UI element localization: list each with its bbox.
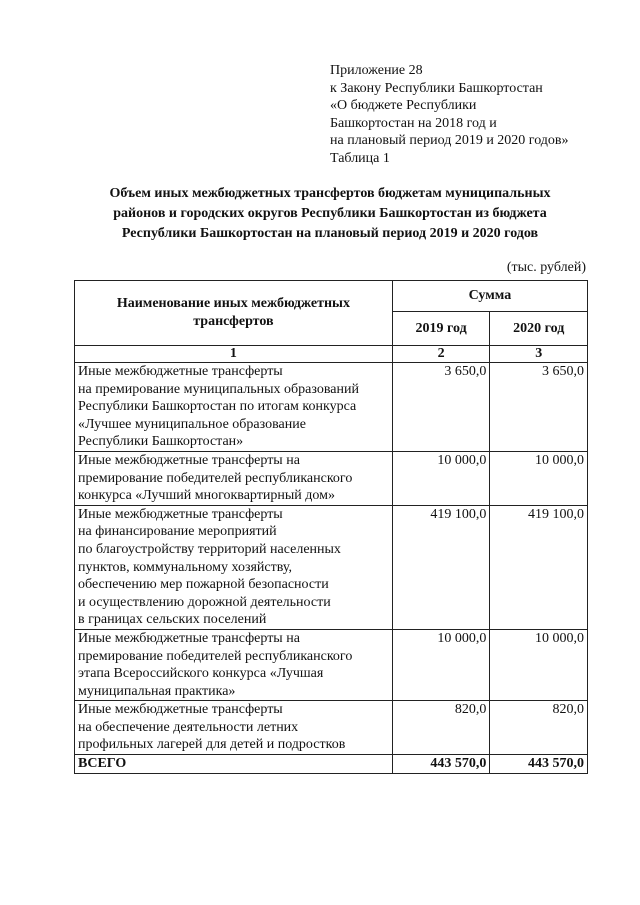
row-value-2020: 3 650,0 (490, 363, 588, 452)
row-name-line: Республики Башкортостан по итогам конкурса (78, 399, 357, 415)
units-note: (тыс. рублей) (506, 260, 586, 275)
row-name-line: по благоустройству территорий населенных (78, 541, 341, 557)
table-row (75, 363, 588, 452)
row-name-line: в границах сельских поселений (78, 612, 267, 628)
row-name-line: обеспечению мер пожарной безопасности (78, 577, 329, 593)
row-name-line: и осуществлению дорожной деятельности (78, 594, 331, 610)
column-index: 3 (490, 346, 588, 363)
row-name-line: конкурса «Лучший многоквартирный дом» (78, 488, 335, 504)
table-header-row (75, 281, 588, 312)
row-name-line: Иные межбюджетные трансферты на (78, 452, 300, 468)
row-name (75, 701, 393, 755)
row-value-2019: 10 000,0 (392, 629, 490, 700)
table-row (75, 701, 588, 755)
appendix-header (330, 62, 569, 168)
row-name-line: премирование победителей республиканского (78, 648, 353, 664)
row-name-line: профильных лагерей для детей и подростков (78, 737, 346, 753)
table-number: Таблица 1 (330, 150, 390, 166)
row-name (75, 505, 393, 629)
row-name-line: Иные межбюджетные трансферты (78, 364, 283, 379)
table-row (75, 505, 588, 629)
row-value-2019: 820,0 (392, 701, 490, 755)
row-name-line: Иные межбюджетные трансферты на (78, 630, 300, 646)
title-line: Республики Башкортостан на плановый период 2019 и 2020 годов (121, 226, 539, 241)
row-name-line: на премирование муниципальных образований (78, 381, 359, 397)
row-name-line: «Лучшее муниципальное образование (78, 416, 306, 432)
row-value-2020: 10 000,0 (490, 451, 588, 505)
row-value-2020: 419 100,0 (490, 505, 588, 629)
document-title (60, 184, 600, 244)
header-sum: Сумма (392, 281, 587, 312)
row-value-2020: 10 000,0 (490, 629, 588, 700)
row-name-line: Республики Башкортостан» (78, 434, 244, 450)
row-value-2020: 820,0 (490, 701, 588, 755)
title-line: районов и городских округов Республики Башкортостан из бюджета (113, 206, 547, 221)
column-index-row (75, 346, 588, 363)
appendix-line: Приложение 28 (330, 63, 423, 78)
row-name (75, 629, 393, 700)
total-row (75, 755, 588, 774)
row-value-2019: 3 650,0 (392, 363, 490, 452)
header-name-text: Наименование иных межбюджетных трансфертов (116, 296, 350, 329)
row-value-2019: 419 100,0 (392, 505, 490, 629)
row-value-2019: 10 000,0 (392, 451, 490, 505)
transfers-table (74, 280, 588, 774)
header-name (75, 281, 393, 346)
appendix-line: к Закону Республики Башкортостан (330, 80, 543, 96)
total-2020: 443 570,0 (490, 755, 588, 774)
row-name-line: премирование победителей республиканского (78, 470, 353, 486)
column-index: 2 (392, 346, 490, 363)
row-name-line: этапа Всероссийского конкурса «Лучшая (78, 666, 324, 682)
row-name-line: пунктов, коммунальному хозяйству, (78, 559, 292, 575)
row-name (75, 451, 393, 505)
row-name-line: Иные межбюджетные трансферты (78, 702, 283, 718)
appendix-line: на плановый период 2019 и 2020 годов» (330, 133, 569, 149)
row-name (75, 363, 393, 452)
row-name-line: муниципальная практика» (78, 683, 236, 699)
column-index: 1 (75, 346, 393, 363)
table-row (75, 451, 588, 505)
header-2020: 2020 год (490, 312, 588, 346)
appendix-line: Башкортостан на 2018 год и (330, 115, 497, 131)
table-row (75, 629, 588, 700)
row-name-line: Иные межбюджетные трансферты (78, 506, 283, 522)
appendix-line: «О бюджете Республики (330, 98, 477, 114)
row-name-line: на обеспечение деятельности летних (78, 719, 299, 735)
total-2019: 443 570,0 (392, 755, 490, 774)
total-label: ВСЕГО (75, 755, 393, 774)
header-2019: 2019 год (392, 312, 490, 346)
row-name-line: на финансирование мероприятий (78, 524, 277, 540)
title-line: Объем иных межбюджетных трансфертов бюджетам муниципальных (109, 186, 551, 201)
